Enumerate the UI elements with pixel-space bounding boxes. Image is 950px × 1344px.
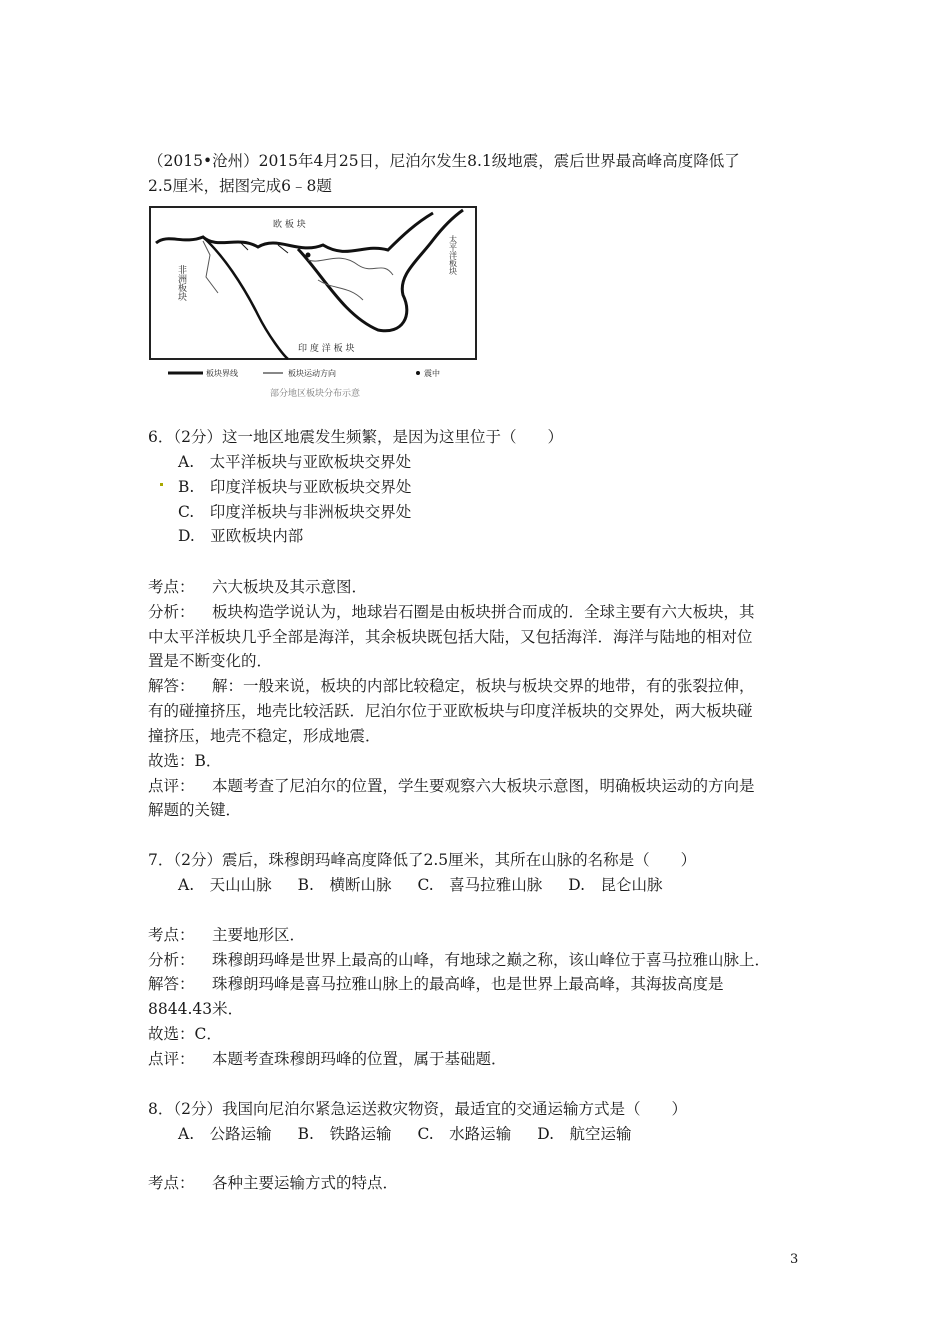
legend-epicenter-label: 震中 [424, 369, 440, 378]
intro-line-2: 2.5厘米，据图完成6﹣8题 [148, 177, 332, 195]
dianping-label: 点评： [148, 1050, 195, 1068]
q7-fenxi [148, 949, 770, 971]
map-caption: 部分地区板块分布示意 [270, 389, 361, 399]
plate-map-figure [148, 205, 478, 383]
q7-guxuan: 故选：C． [148, 1025, 222, 1043]
fenxi-text: 板块构造学说认为，地球岩石圈是由板块拼合而成的．全球主要有六大板块，其 [212, 603, 755, 621]
q7-jieda [148, 973, 724, 995]
legend-epicenter-icon [416, 371, 420, 375]
q6-stem: 6．（2分）这一地区地震发生频繁，是因为这里位于（ ） [148, 428, 563, 446]
intro-line-1: （2015•沧州）2015年4月25日，尼泊尔发生8.1级地震，震后世界最高峰高度降低了 [148, 152, 740, 170]
q6-fenxi-line-3: 置是不断变化的． [148, 652, 273, 670]
legend-boundary-label: 板块界线 [206, 369, 238, 378]
q7-dianping [148, 1048, 507, 1070]
q8-option-b: B. 铁路运输 [297, 1125, 392, 1143]
kaodian-label: 考点： [148, 926, 195, 944]
label-pacific-plate: 太平洋板块 [448, 235, 458, 275]
q8-option-d: D. 航空运输 [537, 1125, 632, 1143]
q6-option-b: B. 印度洋板块与亚欧板块交界处 [178, 478, 412, 496]
q8-kaodian [148, 1172, 398, 1194]
q6-option-a: A. 太平洋板块与亚欧板块交界处 [178, 453, 412, 471]
fenxi-text: 珠穆朗玛峰是世界上最高的山峰，有地球之巅之称，该山峰位于喜马拉雅山脉上． [212, 951, 771, 969]
q7-option-c: C. 喜马拉雅山脉 [417, 876, 543, 894]
kaodian-label: 考点： [148, 1174, 195, 1192]
q8-option-c: C. 水路运输 [417, 1125, 512, 1143]
q7-option-a: A. 天山山脉 [178, 876, 272, 894]
q7-stem: 7．（2分）震后，珠穆朗玛峰高度降低了2.5厘米，其所在山脉的名称是（ ） [148, 851, 697, 869]
epicenter-marker [306, 253, 311, 258]
label-indian-plate: 印 度 洋 板 块 [298, 344, 355, 354]
q6-jieda [148, 675, 755, 697]
label-eurasia-plate: 欧 板 块 [273, 220, 306, 230]
q6-fenxi-line-2: 中太平洋板块几乎全部是海洋，其余板块既包括大陆，又包括海洋．海洋与陆地的相对位 [148, 628, 753, 646]
kaodian-text: 主要地形区． [212, 926, 306, 944]
q6-dianping [148, 775, 755, 797]
label-africa-plate: 非洲板块 [176, 265, 186, 301]
jieda-text: 珠穆朗玛峰是喜马拉雅山脉上的最高峰，也是世界上最高峰，其海拔高度是 [212, 975, 724, 993]
q6-option-d: D. 亚欧板块内部 [178, 527, 304, 545]
q7-option-d: D. 昆仑山脉 [568, 876, 663, 894]
page-number: 3 [790, 1252, 799, 1267]
q8-option-a: A. 公路运输 [178, 1125, 272, 1143]
q6-dianping-line-2: 解题的关键． [148, 801, 242, 819]
q8-options [178, 1123, 658, 1145]
kaodian-text: 六大板块及其示意图． [212, 578, 368, 596]
legend-direction-label: 板块运动方向 [288, 369, 336, 378]
jieda-label: 解答： [148, 975, 195, 993]
q7-kaodian [148, 924, 305, 946]
fenxi-label: 分析： [148, 951, 195, 969]
dianping-text: 本题考查珠穆朗玛峰的位置，属于基础题． [212, 1050, 507, 1068]
jieda-text: 解：一般来说，板块的内部比较稳定，板块与板块交界的地带，有的张裂拉伸， [212, 677, 755, 695]
q6-fenxi [148, 601, 755, 623]
dianping-text: 本题考查了尼泊尔的位置，学生要观察六大板块示意图，明确板块运动的方向是 [212, 777, 755, 795]
kaodian-label: 考点： [148, 578, 195, 596]
dianping-label: 点评： [148, 777, 195, 795]
q8-stem: 8．（2分）我国向尼泊尔紧急运送救灾物资，最适宜的交通运输方式是（ ） [148, 1100, 687, 1118]
q6-jieda-line-3: 撞挤压，地壳不稳定，形成地震． [148, 727, 381, 745]
q6-jieda-line-2: 有的碰撞挤压，地壳比较活跃．尼泊尔位于亚欧板块与印度洋板块的交界处，两大板块碰 [148, 702, 753, 720]
q7-options [178, 874, 689, 896]
kaodian-text: 各种主要运输方式的特点． [212, 1174, 399, 1192]
fenxi-label: 分析： [148, 603, 195, 621]
answer-mark [160, 483, 163, 486]
q6-option-c: C. 印度洋板块与非洲板块交界处 [178, 503, 412, 521]
q7-option-b: B. 横断山脉 [297, 876, 392, 894]
q7-jieda-line-2: 8844.43米． [148, 1000, 244, 1018]
q6-kaodian [148, 576, 367, 598]
jieda-label: 解答： [148, 677, 195, 695]
q6-guxuan: 故选：B． [148, 752, 222, 770]
